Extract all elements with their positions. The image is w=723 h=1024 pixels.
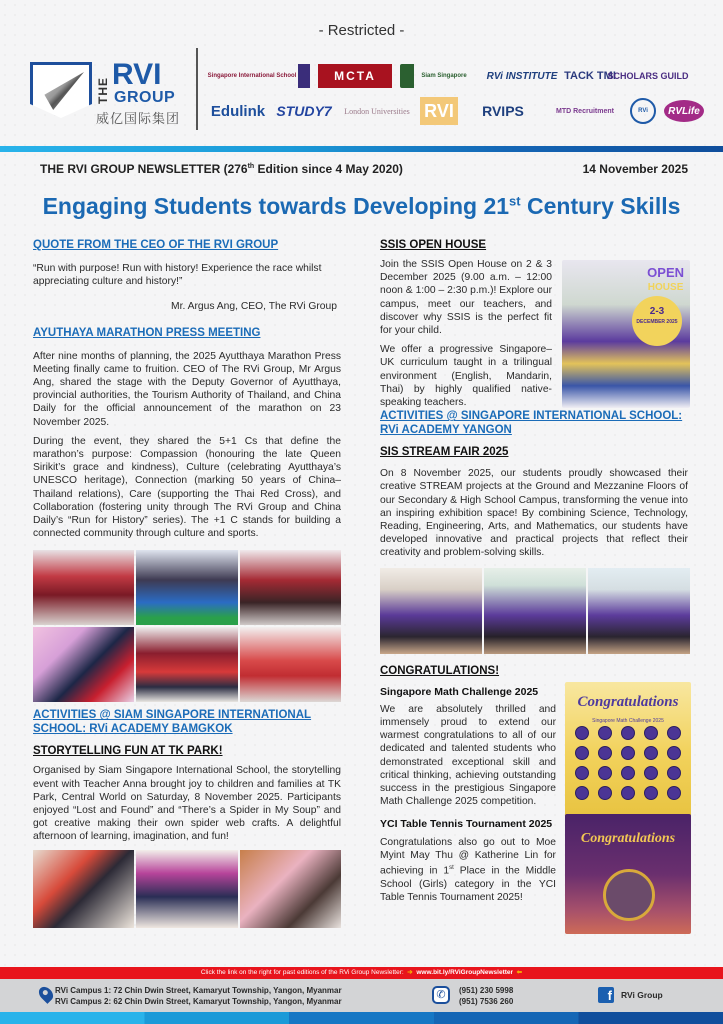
portrait: [621, 766, 635, 780]
newsletter-edition: [40, 162, 403, 176]
ssis-section: [380, 238, 688, 409]
partner-row-1: [207, 60, 715, 92]
portrait: [621, 786, 635, 800]
storytelling-photo-2: [136, 850, 237, 928]
logo-group: GROUP: [114, 89, 176, 106]
storytelling-photo-strip: [33, 850, 341, 928]
ceo-quote-heading: QUOTE FROM THE CEO OF THE RVI GROUP: [33, 239, 279, 251]
ssis-paragraph-2: We offer a progressive Singapore–UK curriculum taught in a trilingual environment (English, Mandarin, Thai) by highly qualified native-speaking teachers.: [380, 344, 552, 409]
marathon-photo-6: [240, 627, 341, 702]
phone-2: (951) 7536 260: [459, 997, 514, 1006]
tt-text-pre: Congratulations also go out to Moe Myint May Thu @ Katherine Lin for achieving in 1: [380, 836, 556, 877]
campus-1-address: RVi Campus 1: 72 Chin Dwin Street, Kamaryut Township, Yangon, Myanmar: [55, 986, 342, 995]
portrait: [644, 786, 658, 800]
portrait: [598, 726, 612, 740]
poster-house-text: HOUSE: [647, 282, 684, 293]
ssis-heading: SSIS OPEN HOUSE: [380, 239, 487, 251]
title-suffix: Century Skills: [520, 193, 681, 219]
portrait: [644, 746, 658, 760]
partner-logo-sis: Singapore International School: [210, 64, 310, 88]
marathon-photo-3: [240, 550, 341, 625]
stream-photo-1: [380, 568, 482, 654]
past-editions-bar: [0, 967, 723, 979]
past-editions-text: Click the link on the right for past editions of the RVi Group Newsletter:: [200, 969, 404, 976]
portrait: [598, 746, 612, 760]
poster-month: DECEMBER 2025: [636, 319, 678, 325]
marathon-photo-collage: [33, 550, 341, 702]
portrait: [667, 746, 681, 760]
newsletter-date: 14 November 2025: [582, 162, 688, 176]
logo-rvi: RVI: [112, 58, 162, 91]
portrait: [575, 786, 589, 800]
marathon-photo-1: [33, 550, 134, 625]
campus-2-address: RVi Campus 2: 62 Chin Dwin Street, Kamaryut Township, Yangon, Myanmar: [55, 997, 342, 1006]
storytelling-photo-3: [240, 850, 341, 928]
portrait: [644, 766, 658, 780]
partner-logo-study7: STUDY7: [276, 103, 332, 119]
title-sup: st: [509, 193, 521, 209]
right-column: [380, 238, 688, 904]
partner-logo-rvips: RVIPS: [482, 103, 524, 119]
table-tennis-heading: YCI Table Tennis Tournament 2025: [380, 818, 553, 831]
portrait: [575, 746, 589, 760]
portrait: [575, 726, 589, 740]
portrait: [598, 786, 612, 800]
partner-logo-rvi-solutions: RVI: [420, 97, 458, 125]
portrait: [598, 766, 612, 780]
partner-logo-london-universities: London Universities: [344, 106, 410, 116]
math-challenge-section: [380, 686, 688, 809]
poster-open: [647, 266, 684, 294]
partner-logo-scholars-guild: SCHOLARS GUILD: [607, 71, 689, 81]
portrait: [667, 786, 681, 800]
stream-fair-heading: SIS STREAM FAIR 2025: [380, 446, 509, 459]
arrow-left-icon: ⬅: [514, 969, 523, 976]
partner-logo-edulink: Edulink: [210, 102, 266, 120]
storytelling-heading: STORYTELLING FUN AT TK PARK!: [33, 745, 223, 758]
page-title: [0, 193, 723, 220]
partner-row-2: [210, 95, 715, 127]
partner-logos: [207, 60, 715, 130]
table-tennis-text: [380, 836, 556, 904]
yangon-activities-heading: ACTIVITIES @ SINGAPORE INTERNATIONAL SCHOOL: RVi ACADEMY YANGON: [380, 410, 683, 437]
ssis-text-block: [380, 258, 552, 409]
marathon-photo-4: [33, 627, 134, 702]
edition-prefix: THE RVI GROUP NEWSLETTER (276: [40, 162, 248, 176]
facebook-label[interactable]: RVi Group: [621, 990, 663, 1000]
tt-text-sup: st: [449, 865, 454, 872]
math-poster-subtitle: Singapore Math Challenge 2025: [592, 717, 664, 724]
marathon-photo-5: [136, 627, 237, 702]
congratulations-heading: CONGRATULATIONS!: [380, 664, 500, 677]
logo-chinese: 威亿国际集团: [96, 111, 181, 126]
logo-the: THE: [96, 77, 110, 104]
marathon-paragraph-1: After nine months of planning, the 2025 Ayutthaya Marathon Press Meeting finally came to fruition. CEO of The RVi Group, Mr Argus Ang, shared the stage with the Deputy Governor of Ayutthaya, provincial authorities, the Tourism Authority of Thailand, and China Daily for the official announcement of the marathon on 23 November 2025.: [33, 350, 341, 428]
edition-suffix: Edition since 4 May 2020): [254, 162, 403, 176]
stream-photo-3: [588, 568, 690, 654]
facebook-icon[interactable]: f: [598, 987, 614, 1003]
portrait: [667, 726, 681, 740]
math-text-block: [380, 686, 556, 809]
title-prefix: Engaging Students towards Developing 21: [42, 193, 510, 219]
storytelling-photo-1: [33, 850, 134, 928]
math-challenge-text: We are absolutely thrilled and immensely proud to extend our warmest congratulations to all of our dedicated and talented students who demonstrated exceptional skill and critical thinking, achieving outstanding success in the prestigious Singapore Math Challenge 2025 competition.: [380, 703, 556, 808]
tt-poster-title: Congratulations: [580, 831, 676, 847]
portrait: [667, 766, 681, 780]
phone-1: (951) 230 5998: [459, 986, 514, 995]
tt-text-post: Place in the Middle School (Girls) category in the YCI Table Tennis Tournament 2025!: [380, 865, 556, 903]
arrow-right-icon: ➔: [405, 969, 415, 976]
ceo-quote-text: “Run with purpose! Run with history! Experience the race whilst appreciating culture and history!”: [33, 263, 322, 288]
portrait: [644, 726, 658, 740]
partner-logo-rvlife: RVLife: [664, 100, 704, 122]
poster-dates: 2-3: [649, 306, 665, 317]
tt-text-block: [380, 818, 556, 904]
phone-icon: ✆: [432, 986, 450, 1004]
stream-fair-text: On 8 November 2025, our students proudly showcased their creative STREAM projects at the Ground and Mezzanine Floors of our Secondary & High School Campus, transforming the venue into an inspiring exhibition space! By combining Science, Technology, Reading, Engineering, Arts, and Mathematics, our students have developed innovative and practical projects that reflect their creativity and problem-solving skills.: [380, 468, 688, 559]
rvi-group-logo: [30, 60, 188, 130]
header-color-bar: [0, 146, 723, 152]
siam-activities-heading: ACTIVITIES @ SIAM SINGAPORE INTERNATIONAL SCHOOL: RVi ACADEMY BAMGKOK: [33, 709, 312, 736]
stream-photo-2: [484, 568, 586, 654]
classification-label: - Restricted -: [318, 22, 405, 39]
portrait: [621, 726, 635, 740]
math-challenge-poster: [565, 682, 691, 824]
marathon-paragraph-2: During the event, they shared the 5+1 Cs that define the marathon’s purpose: Compassion (honouring the late Queen Sirikit’s grace and kindness), Culture (celebrating Ayutthaya’s UNESCO heritage), Connection (marking 50 years of China–Thailand relations), Care (supporting the Thai Red Cross), and Collaboration (fostering unity through The RVi Group and China Daily’s “Run for History” series). The +1 C stands for building a connected community through culture and sports.: [33, 435, 341, 540]
stream-fair-photo-strip: [380, 568, 690, 654]
partner-logo-siam: Siam Singapore: [400, 64, 474, 88]
table-tennis-poster: [565, 814, 691, 934]
poster-open-text: OPEN: [647, 265, 684, 280]
math-poster-title: Congratulations: [577, 693, 679, 710]
phone-numbers: [459, 985, 513, 1007]
math-challenge-heading: Singapore Math Challenge 2025: [380, 685, 539, 698]
footer-color-bar: [0, 1012, 723, 1024]
partner-logo-rvi-institute: RVi INSTITUTE: [486, 70, 558, 82]
partner-logo-mtd: MTD Recruitment: [556, 107, 614, 115]
past-editions-link[interactable]: www.bit.ly/RViGroupNewsletter: [416, 969, 514, 976]
ssis-open-house-poster: [562, 260, 690, 408]
ssis-paragraph-1: Join the SSIS Open House on 2 & 3 December 2025 (9.00 a.m. – 12:00 noon & 1:00 – 2:30 p.m.)! Explore our campus, meet our teachers, and discover why SSIS is the perfect fit for your child.: [380, 259, 552, 337]
portrait: [575, 766, 589, 780]
campus-addresses: [55, 985, 342, 1007]
partner-logo-tack-tmi: TACK TMI: [564, 70, 616, 82]
table-tennis-section: [380, 818, 688, 904]
portrait: [621, 746, 635, 760]
laurel-portrait-icon: [603, 869, 655, 921]
ceo-quote-attribution: Mr. Argus Ang, CEO, The RVi Group: [171, 301, 337, 313]
storytelling-text: Organised by Siam Singapore International School, the storytelling event with Teacher Anna brought joy to children and families at TK Park, Central World on Saturday, 8 November 2025. Participants enjoyed “Lost and Found” and “There’s a Spider in My Soup” and got creative making their own spider web crafts. A delightful afternoon of learning, imagination, and fun!: [33, 765, 341, 843]
left-column: [33, 238, 341, 928]
marathon-photo-2: [136, 550, 237, 625]
poster-date-badge: [632, 296, 682, 346]
partner-logo-rvi-circle: RVi: [630, 98, 656, 124]
partner-logo-mcta: MCTA: [318, 64, 392, 88]
student-portraits: [573, 726, 683, 800]
edition-sup: th: [247, 163, 255, 170]
marathon-heading: AYUTHAYA MARATHON PRESS MEETING: [33, 326, 261, 339]
header-divider: [196, 48, 198, 130]
